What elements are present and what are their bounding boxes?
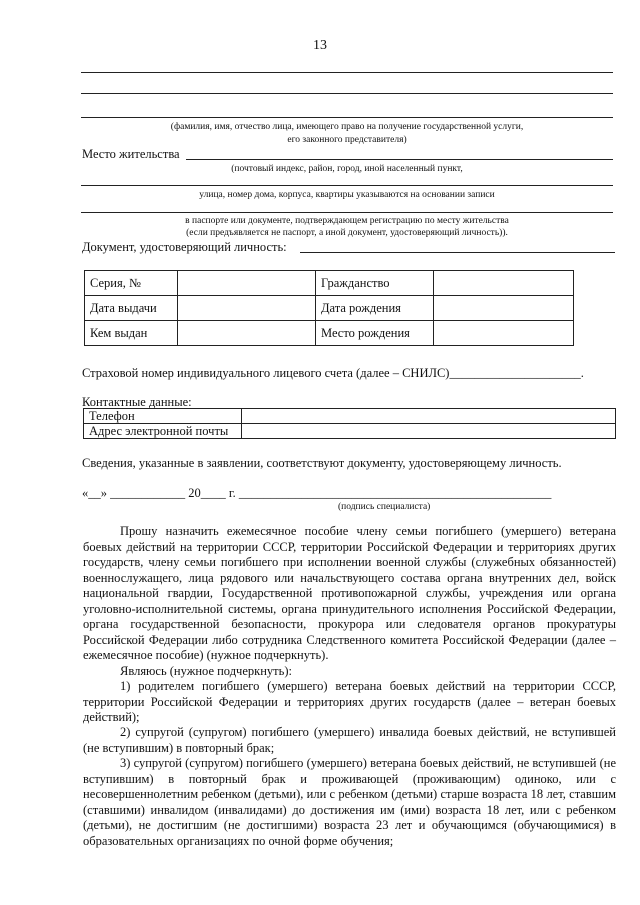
applicant-name-line-1[interactable] <box>81 72 613 73</box>
residence-caption-2: улица, номер дома, корпуса, квартиры указываются на основании записи <box>199 190 495 200</box>
request-paragraph: Прошу назначить ежемесячное пособие члену семьи погибшего (умершего) ветерана боевых действий на территории СССР, территории Российской Федерации и территориях других государств, члену семьи погибшего при исполнении военной службы (служебных обязанностей) военнослужащего, лица рядового или начальствующего состава органа внутренних дел, войск национальной гвардии, Государственной противопожарной службы, учреждения или органа уголовно-исполнительной системы, органа принудительного исполнения Российской Федерации, органа государственной безопасности, прокурора или следователя органов прокуратуры Российской Федерации либо сотрудника Следственного комитета Российской Федерации (далее – ежемесячное пособие) (нужное подчеркнуть). <box>83 524 616 662</box>
id-document-label: Документ, удостоверяющий личность: <box>82 240 287 254</box>
table-row <box>84 409 616 424</box>
am-paragraph: Являюсь (нужное подчеркнуть): <box>120 664 292 678</box>
snils-field[interactable]: _____________________. <box>449 366 584 380</box>
series-value[interactable] <box>178 271 316 296</box>
page-number: 13 <box>313 38 327 53</box>
verification-text: Сведения, указанные в заявлении, соответствуют документу, удостоверяющему личность. <box>82 456 562 470</box>
option-2[interactable]: 2) супругой (супругом) погибшего (умершего) инвалида боевых действий, не вступившей (не вступившим) в повторный брак; <box>83 725 616 755</box>
email-value[interactable] <box>242 424 616 439</box>
snils-label: Страховой номер индивидуального лицевого счета (далее – СНИЛС) <box>82 366 450 380</box>
residence-caption-3: в паспорте или документе, подтверждающем регистрацию по месту жительства <box>185 216 509 226</box>
snils-row <box>82 366 584 381</box>
residence-line-2[interactable] <box>81 185 613 186</box>
signature-caption: (подпись специалиста) <box>338 502 431 512</box>
table-row <box>85 321 574 346</box>
contacts-table <box>83 408 616 439</box>
applicant-caption-1: (фамилия, имя, отчество лица, имеющего право на получение государственной услуги, <box>170 122 524 132</box>
phone-label: Телефон <box>84 409 242 424</box>
citizenship-value[interactable] <box>434 271 574 296</box>
email-label: Адрес электронной почты <box>84 424 242 439</box>
residence-line-1[interactable] <box>186 159 613 160</box>
issue-date-value[interactable] <box>178 296 316 321</box>
id-document-line[interactable] <box>300 252 615 253</box>
residence-line-3[interactable] <box>81 212 613 213</box>
birth-date-value[interactable] <box>434 296 574 321</box>
applicant-caption-2: его законного представителя) <box>287 135 407 145</box>
table-row <box>84 424 616 439</box>
birth-date-label: Дата рождения <box>316 296 434 321</box>
phone-value[interactable] <box>242 409 616 424</box>
contacts-title: Контактные данные: <box>82 395 192 409</box>
table-row <box>85 296 574 321</box>
option-3[interactable]: 3) супругой (супругом) погибшего (умершего) ветерана боевых действий, не вступившей (не вступившим) в повторный брак и проживающей (проживающим) одиноко, или с несовершеннолетним ребенком (детьми), или с ребенком (детьми) старше возраста 18 лет, ставшим (ставшими) инвалидом (инвалидами) до достижения им (ими) возраста 18 лет, или с ребенком (детьми), не достигшим (не достигшими) возраста 23 лет и обучающимся (обучающимися) в образовательных организациях по очной форме обучения; <box>83 756 616 848</box>
residence-caption-4: (если предъявляется не паспорт, а иной документ, удостоверяющий личность)). <box>186 228 508 238</box>
residence-caption-1: (почтовый индекс, район, город, иной населенный пункт, <box>231 164 463 174</box>
identity-table <box>84 270 574 346</box>
table-row <box>85 271 574 296</box>
option-1[interactable]: 1) родителем погибшего (умершего) ветерана боевых действий на территории СССР, территории Российской Федерации и территориях других государств (далее – ветеран боевых действий); <box>83 679 616 724</box>
issue-date-label: Дата выдачи <box>85 296 178 321</box>
applicant-name-line-3[interactable] <box>81 117 613 118</box>
residence-label: Место жительства <box>82 147 180 161</box>
applicant-name-line-2[interactable] <box>81 93 613 94</box>
birth-place-label: Место рождения <box>316 321 434 346</box>
citizenship-label: Гражданство <box>316 271 434 296</box>
birth-place-value[interactable] <box>434 321 574 346</box>
issued-by-value[interactable] <box>178 321 316 346</box>
issued-by-label: Кем выдан <box>85 321 178 346</box>
series-label: Серия, № <box>85 271 178 296</box>
date-signature-line[interactable]: «__» ____________ 20____ г. __________________________________________________ <box>82 486 552 500</box>
